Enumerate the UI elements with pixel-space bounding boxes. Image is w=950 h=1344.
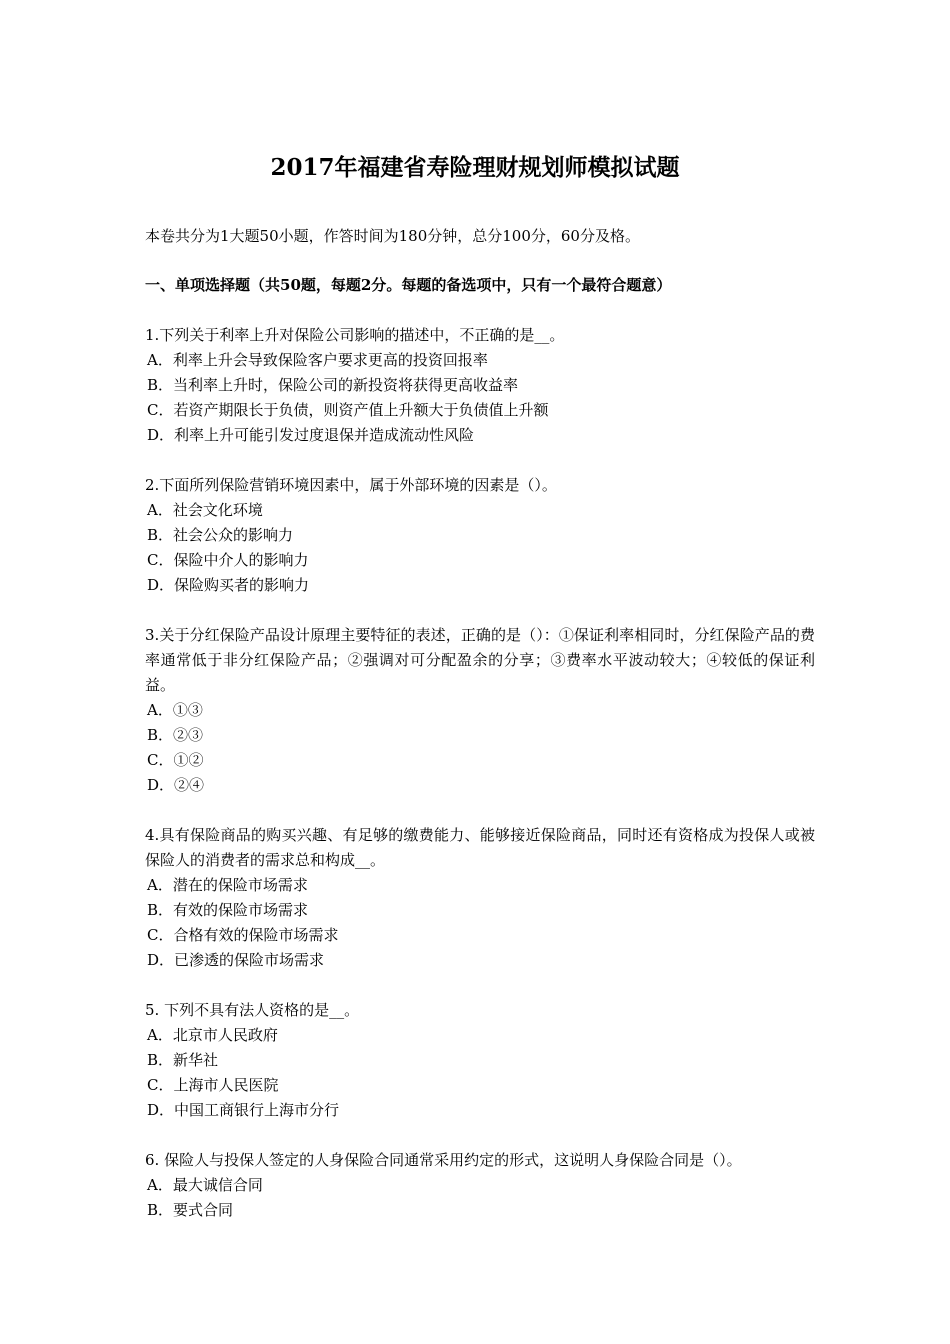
option-c: C．保险中介人的影响力 bbox=[147, 551, 309, 569]
option-b: B．新华社 bbox=[147, 1051, 219, 1069]
question-stem: 1.下列关于利率上升对保险公司影响的描述中，不正确的是__。 bbox=[145, 326, 565, 344]
question-3 bbox=[145, 623, 815, 798]
option-b: B．有效的保险市场需求 bbox=[147, 901, 309, 919]
question-stem: 3.关于分红保险产品设计原理主要特征的表述，正确的是（）：①保证利率相同时，分红保险产品的费率通常低于非分红保险产品；②强调对可分配盈余的分享；③费率水平波动较大；④较低的保证利益。 bbox=[145, 626, 815, 694]
option-d: D．②④ bbox=[147, 776, 205, 794]
section-heading: 一、单项选择题（共50题，每题2分。每题的备选项中，只有一个最符合题意） bbox=[145, 276, 672, 294]
option-a: A．①③ bbox=[147, 701, 203, 719]
option-b: B．当利率上升时，保险公司的新投资将获得更高收益率 bbox=[147, 376, 519, 394]
question-stem: 6. 保险人与投保人签定的人身保险合同通常采用约定的形式，这说明人身保险合同是（）。 bbox=[145, 1151, 742, 1169]
option-d: D．已渗透的保险市场需求 bbox=[147, 951, 325, 969]
option-b: B．②③ bbox=[147, 726, 204, 744]
option-d: D．利率上升可能引发过度退保并造成流动性风险 bbox=[147, 426, 475, 444]
question-4 bbox=[145, 823, 815, 973]
option-b: B．要式合同 bbox=[147, 1201, 234, 1219]
question-list bbox=[145, 323, 815, 1248]
option-c: C．合格有效的保险市场需求 bbox=[147, 926, 339, 944]
option-a: A．最大诚信合同 bbox=[147, 1176, 263, 1194]
question-6 bbox=[145, 1148, 815, 1223]
option-c: C．上海市人民医院 bbox=[147, 1076, 279, 1094]
option-a: A．社会文化环境 bbox=[147, 501, 263, 519]
exam-intro: 本卷共分为1大题50小题，作答时间为180分钟，总分100分，60分及格。 bbox=[145, 227, 640, 245]
option-c: C．①② bbox=[147, 751, 204, 769]
question-5 bbox=[145, 998, 815, 1123]
option-a: A．北京市人民政府 bbox=[147, 1026, 278, 1044]
document-title: 2017年福建省寿险理财规划师模拟试题 bbox=[270, 154, 680, 181]
question-2 bbox=[145, 473, 815, 598]
option-d: D．中国工商银行上海市分行 bbox=[147, 1101, 340, 1119]
question-stem: 4.具有保险商品的购买兴趣、有足够的缴费能力、能够接近保险商品，同时还有资格成为投保人或被保险人的消费者的需求总和构成__。 bbox=[145, 826, 815, 869]
question-stem: 5. 下列不具有法人资格的是__。 bbox=[145, 1001, 360, 1019]
option-b: B．社会公众的影响力 bbox=[147, 526, 294, 544]
question-stem: 2.下面所列保险营销环境因素中，属于外部环境的因素是（）。 bbox=[145, 476, 557, 494]
option-c: C．若资产期限长于负债，则资产值上升额大于负债值上升额 bbox=[147, 401, 549, 419]
option-d: D．保险购买者的影响力 bbox=[147, 576, 310, 594]
option-a: A．潜在的保险市场需求 bbox=[147, 876, 308, 894]
option-a: A．利率上升会导致保险客户要求更高的投资回报率 bbox=[147, 351, 488, 369]
question-1 bbox=[145, 323, 815, 448]
